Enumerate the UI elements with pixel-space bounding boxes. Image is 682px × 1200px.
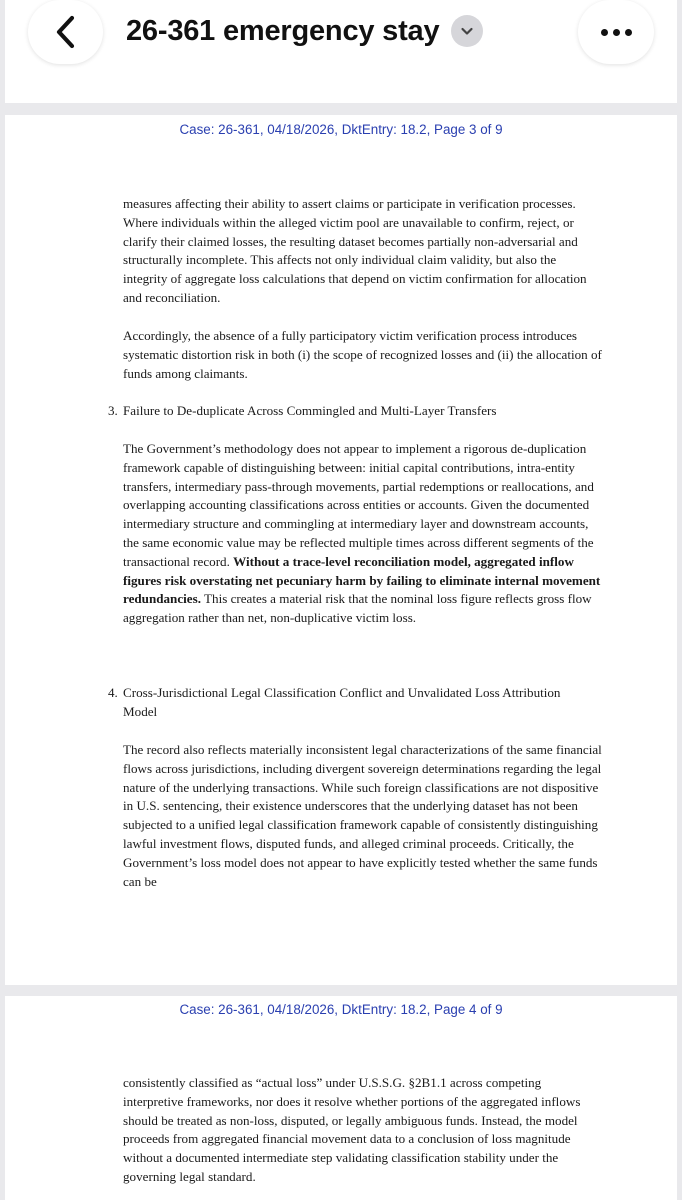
paragraph-actual-loss: consistently classified as “actual loss” under U.S.S.G. §2B1.1 across competing interpretive frameworks, nor does it resolve whether portions of the aggregated inflows should be treated as non-loss, disputed, or legally ambiguous funds. Instead, the model proceeds from aggregated financial movement data to a conclusion of loss magnitude without a documented intermediate step validating classification stability under the governing legal standard. <box>123 1075 581 1184</box>
page-header: Case: 26-361, 04/18/2026, DktEntry: 18.2, Page 3 of 9 <box>179 122 503 137</box>
bold-text: Without a trace-level reconciliation model, aggregated inflow figures risk overstating net pecuniary harm by failing to eliminate internal movement redundancies. <box>123 553 601 607</box>
chevron-left-icon <box>53 15 79 49</box>
document-title: 26-361 emergency stay <box>126 14 440 47</box>
section-heading-deduplication: Failure to De-duplicate Across Commingled and Multi-Layer Transfers <box>123 403 497 418</box>
back-button[interactable] <box>28 0 103 64</box>
paragraph-classification: The record also reflects materially inconsistent legal characterizations of the same financial flows across jurisdictions, including divergent sovereign determinations regarding the legal nature of the underlying transactions. While such foreign classifications are not dispositive in U.S. sentencing, their existence underscores that the underlying dataset has not been subjected to a unified legal classification framework capable of consistently distinguishing lawful investment flows, disputed funds, and alleged criminal proceeds. Critically, the Government’s loss model does not appear to have explicitly tested whether the same funds can be <box>123 742 602 889</box>
pdf-page-3 <box>5 115 677 985</box>
list-item-number: 4. <box>108 685 118 700</box>
more-options-button[interactable] <box>578 0 654 64</box>
paragraph-text: The Government’s methodology does not appear to implement a rigorous de-duplication framework capable of distinguishing between: initial capital contributions, intra-entity transfers, intermediary pass-through movements, partial redemptions or reallocations, and overlapping accounting classifications across entities or accounts. Given the documented intermediary structure and commingling at intermediary layer and downstream accounts, the same economic value may be reflected multiple times across different segments of the transactional record. <box>123 441 594 569</box>
pdf-page-4 <box>5 996 677 1200</box>
top-bar <box>0 0 682 66</box>
more-horizontal-icon <box>598 29 634 36</box>
document-title-menu[interactable] <box>126 8 483 54</box>
paragraph-victim-verification: measures affecting their ability to assert claims or participate in verification processes. Where individuals within the alleged victim pool are unavailable to confirm, reject, or clarify their claimed losses, the resulting dataset becomes partially non-adversarial and structurally incomplete. This affects not only individual claim validity, but also the integrity of aggregate loss calculations that depend on victim confirmation for allocation and reconciliation. <box>123 196 587 305</box>
page-header: Case: 26-361, 04/18/2026, DktEntry: 18.2, Page 4 of 9 <box>179 1002 503 1017</box>
chevron-down-icon[interactable] <box>451 15 483 47</box>
section-heading-classification: Cross-Jurisdictional Legal Classification Conflict and Unvalidated Loss Attribution Model <box>123 685 561 719</box>
paragraph-text: This creates a material risk that the nominal loss figure reflects gross flow aggregation rather than net, non-duplicative victim loss. <box>123 591 592 626</box>
paragraph-deduplication <box>123 440 603 628</box>
paragraph-distortion-risk: Accordingly, the absence of a fully participatory victim verification process introduces systematic distortion risk in both (i) the scope of recognized losses and (ii) the allocation of funds among claimants. <box>123 328 602 381</box>
list-item-number: 3. <box>108 403 118 418</box>
